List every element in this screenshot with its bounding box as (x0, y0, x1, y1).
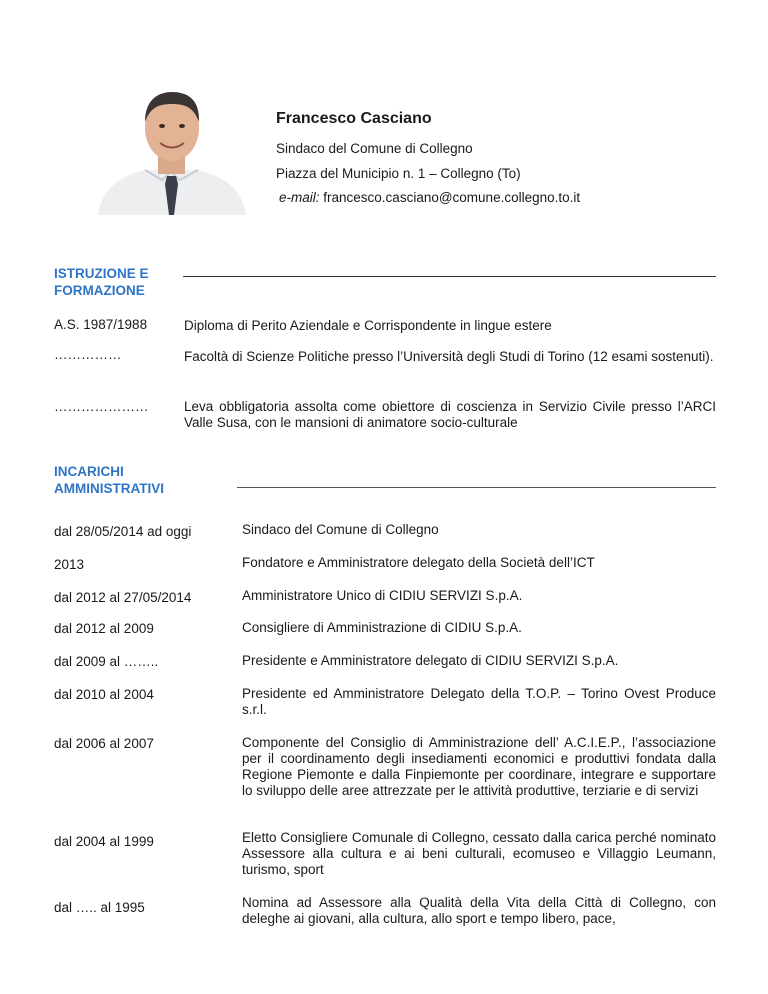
entry-label: ………………… (54, 399, 149, 414)
person-name: Francesco Casciano (276, 110, 432, 127)
entry-label: 2013 (54, 557, 85, 572)
entry-label: dal 2010 al 2004 (54, 687, 154, 702)
entry-text: Diploma di Perito Aziendale e Corrispondente in lingue estere (184, 318, 552, 333)
entry-text: Facoltà di Scienze Politiche presso l’Università degli Studi di Torino (12 esami sostenuti). (184, 349, 714, 364)
entry-text: Amministratore Unico di CIDIU SERVIZI S.p.A. (242, 588, 523, 603)
section-divider (183, 276, 716, 277)
entry-text: Eletto Consigliere Comunale di Collegno, cessato dalla carica perché nominato Assessore alla cultura e ai beni culturali, ecomuseo e Villaggio Leumann, turismo, sport (242, 830, 716, 877)
entry-text: Presidente e Amministratore delegato di CIDIU SERVIZI S.p.A. (242, 653, 619, 668)
entry-text: Consigliere di Amministrazione di CIDIU S.p.A. (242, 620, 522, 635)
entry-text: Fondatore e Amministratore delegato della Società dell’ICT (242, 555, 595, 570)
email-label: e-mail: (279, 190, 320, 205)
person-role: Sindaco del Comune di Collegno (276, 141, 473, 156)
section-title-incarichi (54, 463, 164, 497)
entry-text: Nomina ad Assessore alla Qualità della Vita della Città di Collegno, con deleghe ai giovani, alla cultura, allo sport e tempo libero, pace, (242, 895, 716, 926)
section-title-istruzione (54, 265, 149, 299)
entry-label: dal 2004 al 1999 (54, 834, 154, 849)
entry-label: dal 2012 al 2009 (54, 621, 154, 636)
entry-label: dal 2009 al …….. (54, 654, 159, 669)
section-title-line: AMMINISTRATIVI (54, 481, 164, 496)
entry-text: Leva obbligatoria assolta come obiettore di coscienza in Servizio Civile presso l’ARCI Valle Susa, con le mansioni di animatore socio-culturale (184, 399, 716, 430)
email-address[interactable]: francesco.casciano@comune.collegno.to.it (323, 190, 581, 205)
section-title-line: INCARICHI (54, 464, 124, 479)
entry-label: A.S. 1987/1988 (54, 317, 148, 332)
section-divider (237, 487, 716, 488)
entry-label: …………… (54, 347, 122, 362)
entry-label: dal 28/05/2014 ad oggi (54, 524, 192, 539)
person-email-line (279, 190, 580, 205)
entry-label: dal ….. al 1995 (54, 900, 145, 915)
entry-text: Componente del Consiglio di Amministrazione dell’ A.C.I.E.P., l’associazione per il coordinamento degli insediamenti economici e produttivi fondata dalla Regione Piemonte e dalla Finpiemonte per coordinare, integrare e supportare lo sviluppo delle aree attrezzate per le attività produttive, terziarie e di servizi (242, 735, 716, 798)
section-title-line: FORMAZIONE (54, 283, 145, 298)
section-title-line: ISTRUZIONE E (54, 266, 149, 281)
entry-text: Sindaco del Comune di Collegno (242, 522, 439, 537)
entry-text: Presidente ed Amministratore Delegato della T.O.P. – Torino Ovest Produce s.r.l. (242, 686, 716, 717)
person-address: Piazza del Municipio n. 1 – Collegno (To) (276, 166, 521, 181)
entry-label: dal 2012 al 27/05/2014 (54, 590, 192, 605)
entry-label: dal 2006 al 2007 (54, 736, 154, 751)
portrait-photo (90, 80, 253, 215)
